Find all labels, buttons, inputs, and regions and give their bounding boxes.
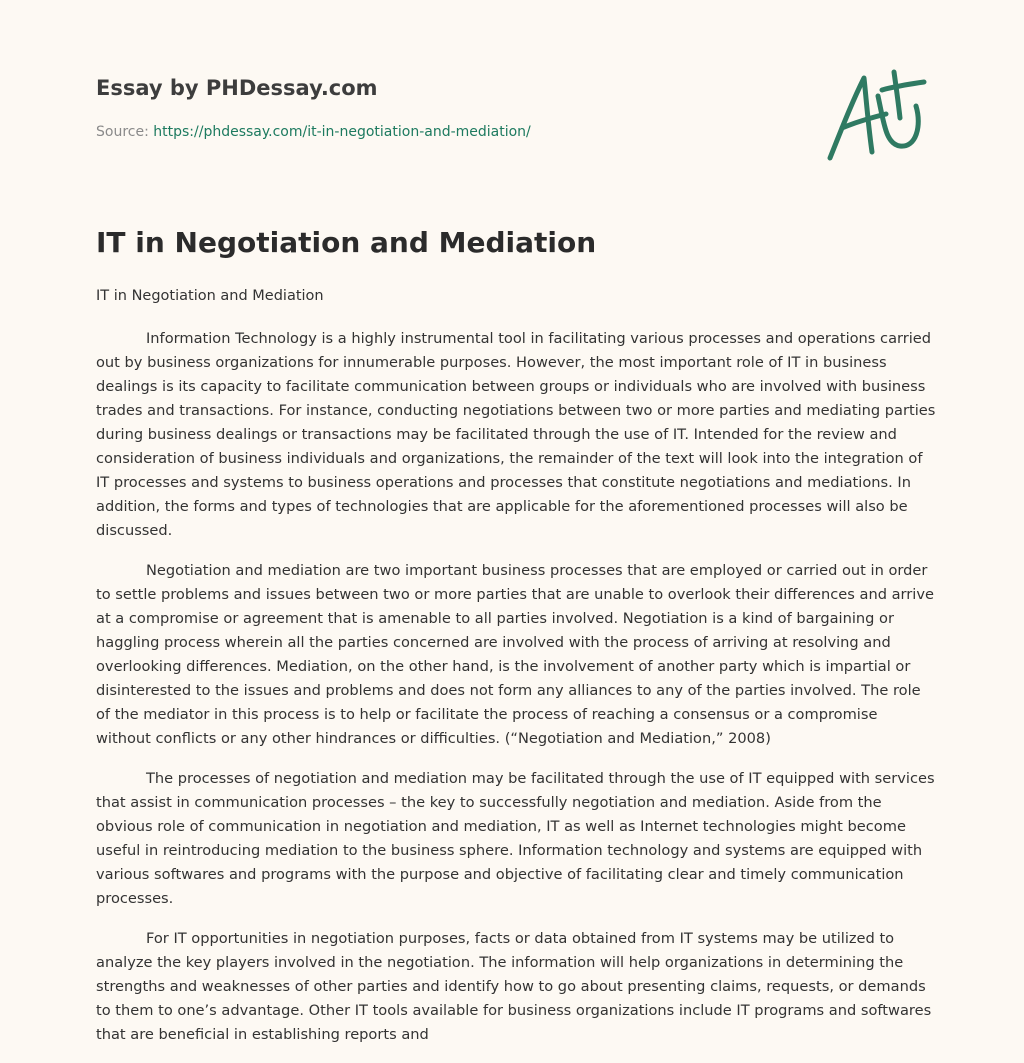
- essay-paragraph: For IT opportunities in negotiation purposes, facts or data obtained from IT systems may be utilized to analyze the key players involved in the negotiation. The information will help organizations in determining the strengths and weaknesses of other parties and identify how to go about presenting claims, requests, or demands to them to one’s advantage. Other IT tools available for business organizations include IT programs and softwares that are beneficial in establishing reports and: [96, 930, 932, 1043]
- source-link[interactable]: https://phdessay.com/it-in-negotiation-and-mediation/: [153, 124, 531, 140]
- essay-paragraph: The processes of negotiation and mediation may be facilitated through the use of IT equipped with services that assist in communication processes – the key to successfully negotiation and mediation. Aside from the obvious role of communication in negotiation and mediation, IT as well as Internet technologies might become useful in reintroducing mediation to the business sphere. Information technology and systems are equipped with various softwares and programs with the purpose and objective of facilitating clear and timely communication processes.: [96, 770, 935, 907]
- source-line: [96, 124, 531, 140]
- essay-title: IT in Negotiation and Mediation: [96, 226, 597, 259]
- essay-paragraph: Information Technology is a highly instrumental tool in facilitating various processes and operations carried out by business organizations for innumerable purposes. However, the most important role of IT in business dealings is its capacity to facilitate communication between groups or individuals who are involved with business trades and transactions. For instance, conducting negotiations between two or more parties and mediating parties during business dealings or transactions may be facilitated through the use of IT. Intended for the review and consideration of business individuals and organizations, the remainder of the text will look into the integration of IT processes and systems to business operations and processes that constitute negotiations and mediations. In addition, the forms and types of technologies that are applicable for the aforementioned processes will also be discussed.: [96, 330, 936, 539]
- essay-paragraph: Negotiation and mediation are two important business processes that are employed or carried out in order to settle problems and issues between two or more parties that are unable to overlook their differences and arrive at a compromise or agreement that is amenable to all parties involved. Negotiation is a kind of bargaining or haggling process wherein all the parties concerned are involved with the process of arriving at resolving and overlooking differences. Mediation, on the other hand, is the involvement of another party which is impartial or disinterested to the issues and problems and does not form any alliances to any of the parties involved. The role of the mediator in this process is to help or facilitate the process of reaching a consensus or a compromise without conflicts or any other hindrances or difficulties. (“Negotiation and Mediation,” 2008): [96, 562, 934, 747]
- brand-title: Essay by PHDessay.com: [96, 76, 378, 100]
- a-plus-grade-logo-icon: [820, 66, 930, 166]
- source-label: Source:: [96, 124, 149, 140]
- essay-body: [96, 327, 936, 1063]
- essay-subtitle: IT in Negotiation and Mediation: [96, 288, 324, 304]
